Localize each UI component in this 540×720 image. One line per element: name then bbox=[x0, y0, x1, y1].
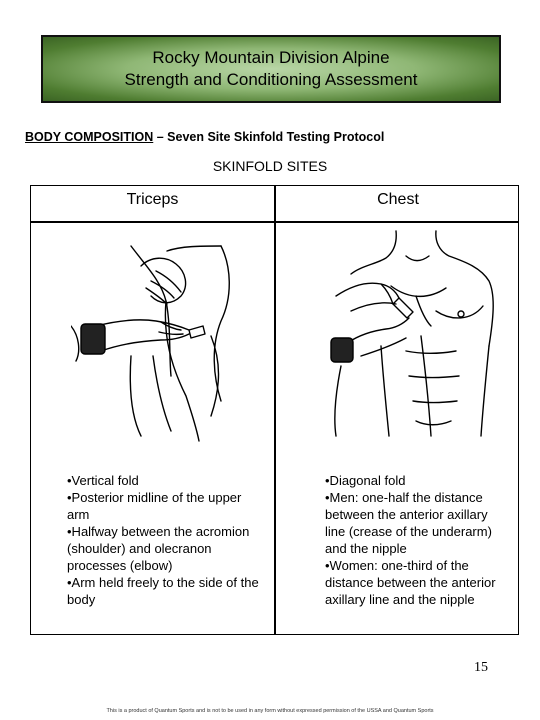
list-item: •Women: one-third of the distance between the anterior axillary line and the nipple bbox=[325, 558, 496, 607]
column-divider bbox=[274, 186, 276, 634]
footer-disclaimer: This is a product of Quantum Sports and is not to be used in any form without expressed permission of the USSA and Quantum Sports bbox=[106, 708, 434, 714]
chest-description bbox=[325, 472, 510, 608]
list-item: •Posterior midline of the upper arm bbox=[67, 490, 242, 522]
title-line-2: Strength and Conditioning Assessment bbox=[124, 70, 418, 89]
header-divider bbox=[31, 221, 518, 223]
triceps-heading: Triceps bbox=[126, 191, 179, 208]
section-subtitle bbox=[25, 130, 384, 144]
title-line-1: Rocky Mountain Division Alpine bbox=[152, 48, 390, 67]
triceps-description bbox=[67, 472, 267, 608]
title-banner bbox=[41, 35, 501, 103]
page-number: 15 bbox=[474, 660, 488, 675]
skinfold-table bbox=[30, 185, 519, 635]
list-item: •Men: one-half the distance between the anterior axillary line (crease of the underarm) and the nipple bbox=[325, 490, 492, 556]
sites-heading: SKINFOLD SITES bbox=[212, 158, 328, 174]
subtitle-topic: BODY COMPOSITION bbox=[25, 130, 154, 144]
chest-heading: Chest bbox=[377, 191, 419, 208]
list-item: •Arm held freely to the side of the body bbox=[67, 575, 259, 607]
list-item: •Halfway between the acromion (shoulder) and olecranon processes (elbow) bbox=[67, 524, 250, 573]
triceps-illustration bbox=[71, 226, 251, 446]
list-item: •Vertical fold bbox=[67, 473, 139, 488]
chest-illustration bbox=[321, 226, 501, 446]
list-item: •Diagonal fold bbox=[325, 473, 406, 488]
subtitle-rest: – Seven Site Skinfold Testing Protocol bbox=[153, 130, 385, 144]
